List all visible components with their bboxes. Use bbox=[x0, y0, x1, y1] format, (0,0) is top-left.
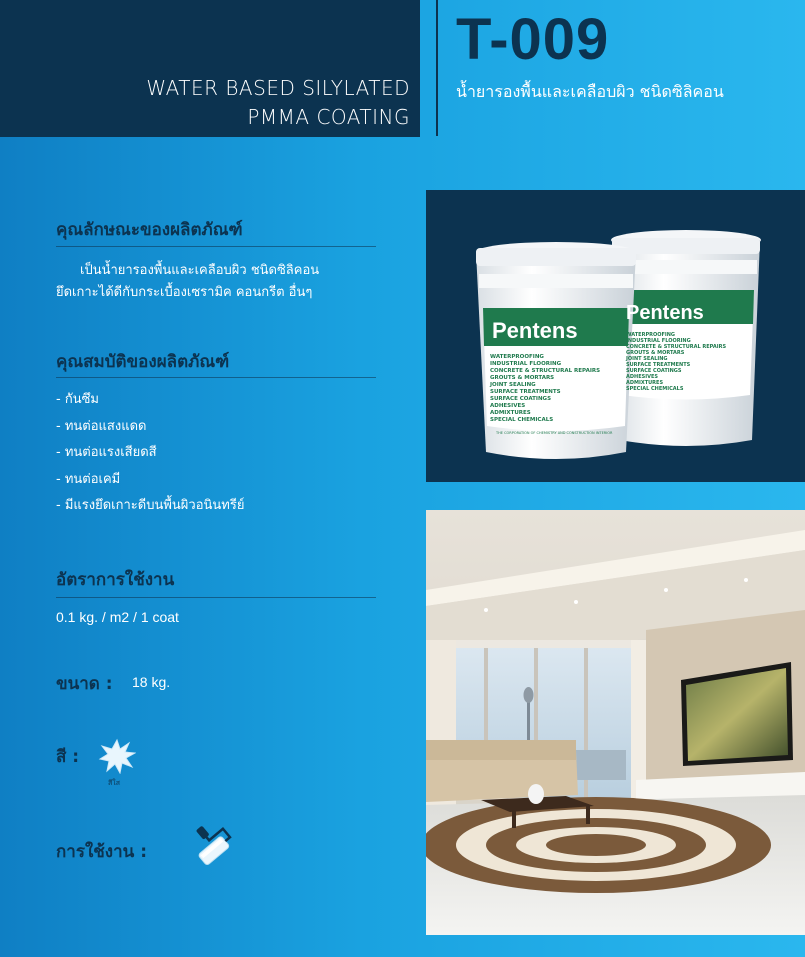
list-item: - ทนต่อเคมี bbox=[56, 471, 121, 487]
product-label-line: SURFACE TREATMENTS bbox=[490, 389, 561, 395]
product-label-line: SPECIAL CHEMICALS bbox=[626, 386, 684, 392]
product-label-line: JOINT SEALING bbox=[490, 382, 536, 388]
characteristics-divider bbox=[56, 246, 376, 247]
interior-photo-illustration bbox=[426, 510, 805, 935]
properties-divider bbox=[56, 377, 376, 378]
clear-color-swatch-icon bbox=[98, 738, 136, 774]
product-label-line: GROUTS & MORTARS bbox=[490, 375, 555, 381]
product-label-line: SURFACE COATINGS bbox=[626, 368, 682, 374]
product-label-line: SURFACE COATINGS bbox=[490, 396, 552, 402]
product-label-line: ADMIXTURES bbox=[626, 380, 664, 386]
product-thai-name: น้ำยารองพื้นและเคลือบผิว ชนิดซิลิคอน bbox=[456, 82, 724, 101]
list-item: - ทนต่อแรงเสียดสี bbox=[56, 445, 157, 460]
header-divider bbox=[436, 0, 438, 136]
product-label-line: ADHESIVES bbox=[490, 403, 526, 409]
usage-rate-divider bbox=[56, 597, 376, 598]
paint-roller-icon bbox=[193, 826, 245, 872]
product-label-line: CONCRETE & STRUCTURAL REPAIRS bbox=[490, 368, 601, 374]
list-item: - มีแรงยึดเกาะดีบนพื้นผิวอนินทรีย์ bbox=[56, 498, 245, 513]
color-label: สี : bbox=[56, 747, 80, 767]
product-label-line: WATERPROOFING bbox=[490, 354, 544, 360]
product-buckets-illustration bbox=[426, 190, 805, 482]
product-label-line: SURFACE TREATMENTS bbox=[626, 362, 691, 368]
product-label-line: JOINT SEALING bbox=[626, 356, 668, 362]
characteristics-line1: เป็นน้ำยารองพื้นและเคลือบผิว ชนิดซิลิคอน bbox=[80, 263, 320, 278]
product-label-line: WATERPROOFING bbox=[626, 332, 676, 338]
living-room-photo bbox=[426, 510, 805, 935]
product-brand-back: Pentens bbox=[626, 302, 704, 324]
product-label-line: GROUTS & MORTARS bbox=[626, 350, 685, 356]
usage-rate-value: 0.1 kg. / m2 / 1 coat bbox=[56, 609, 179, 625]
list-item: - ทนต่อแสงแดด bbox=[56, 418, 147, 434]
color-caption: สีใส bbox=[108, 779, 120, 787]
product-type-line1: WATER BASED SILYLATED bbox=[146, 76, 410, 100]
usage-rate-title: อัตราการใช้งาน bbox=[56, 570, 175, 590]
properties-list bbox=[56, 388, 244, 521]
product-label-line: ADMIXTURES bbox=[490, 410, 531, 416]
product-label-line: CONCRETE & STRUCTURAL REPAIRS bbox=[626, 344, 727, 350]
characteristics-line2: ยึดเกาะได้ดีกับกระเบื้องเซรามิค คอนกรีต อื่นๆ bbox=[56, 285, 313, 300]
product-label-line: INDUSTRIAL FLOORING bbox=[626, 338, 691, 344]
size-value: 18 kg. bbox=[132, 674, 171, 690]
properties-title: คุณสมบัติของผลิตภัณฑ์ bbox=[56, 352, 230, 372]
application-label: การใช้งาน : bbox=[56, 842, 147, 862]
product-label-line: SPECIAL CHEMICALS bbox=[490, 417, 554, 423]
product-bottom-text: THE CORPORATION OF CHEMISTRY AND CONSTRUCTION INTERIOR bbox=[496, 431, 613, 435]
characteristics-title: คุณลักษณะของผลิตภัณฑ์ bbox=[56, 220, 243, 240]
list-item: - กันซึม bbox=[56, 392, 99, 407]
product-code: T-009 bbox=[456, 7, 610, 72]
product-label-line: ADHESIVES bbox=[626, 374, 658, 380]
product-label-line: INDUSTRIAL FLOORING bbox=[490, 361, 562, 367]
product-image bbox=[426, 190, 805, 482]
product-type-line2: PMMA COATING bbox=[247, 105, 410, 129]
product-brand-front: Pentens bbox=[492, 318, 578, 343]
size-label: ขนาด : bbox=[56, 674, 113, 694]
